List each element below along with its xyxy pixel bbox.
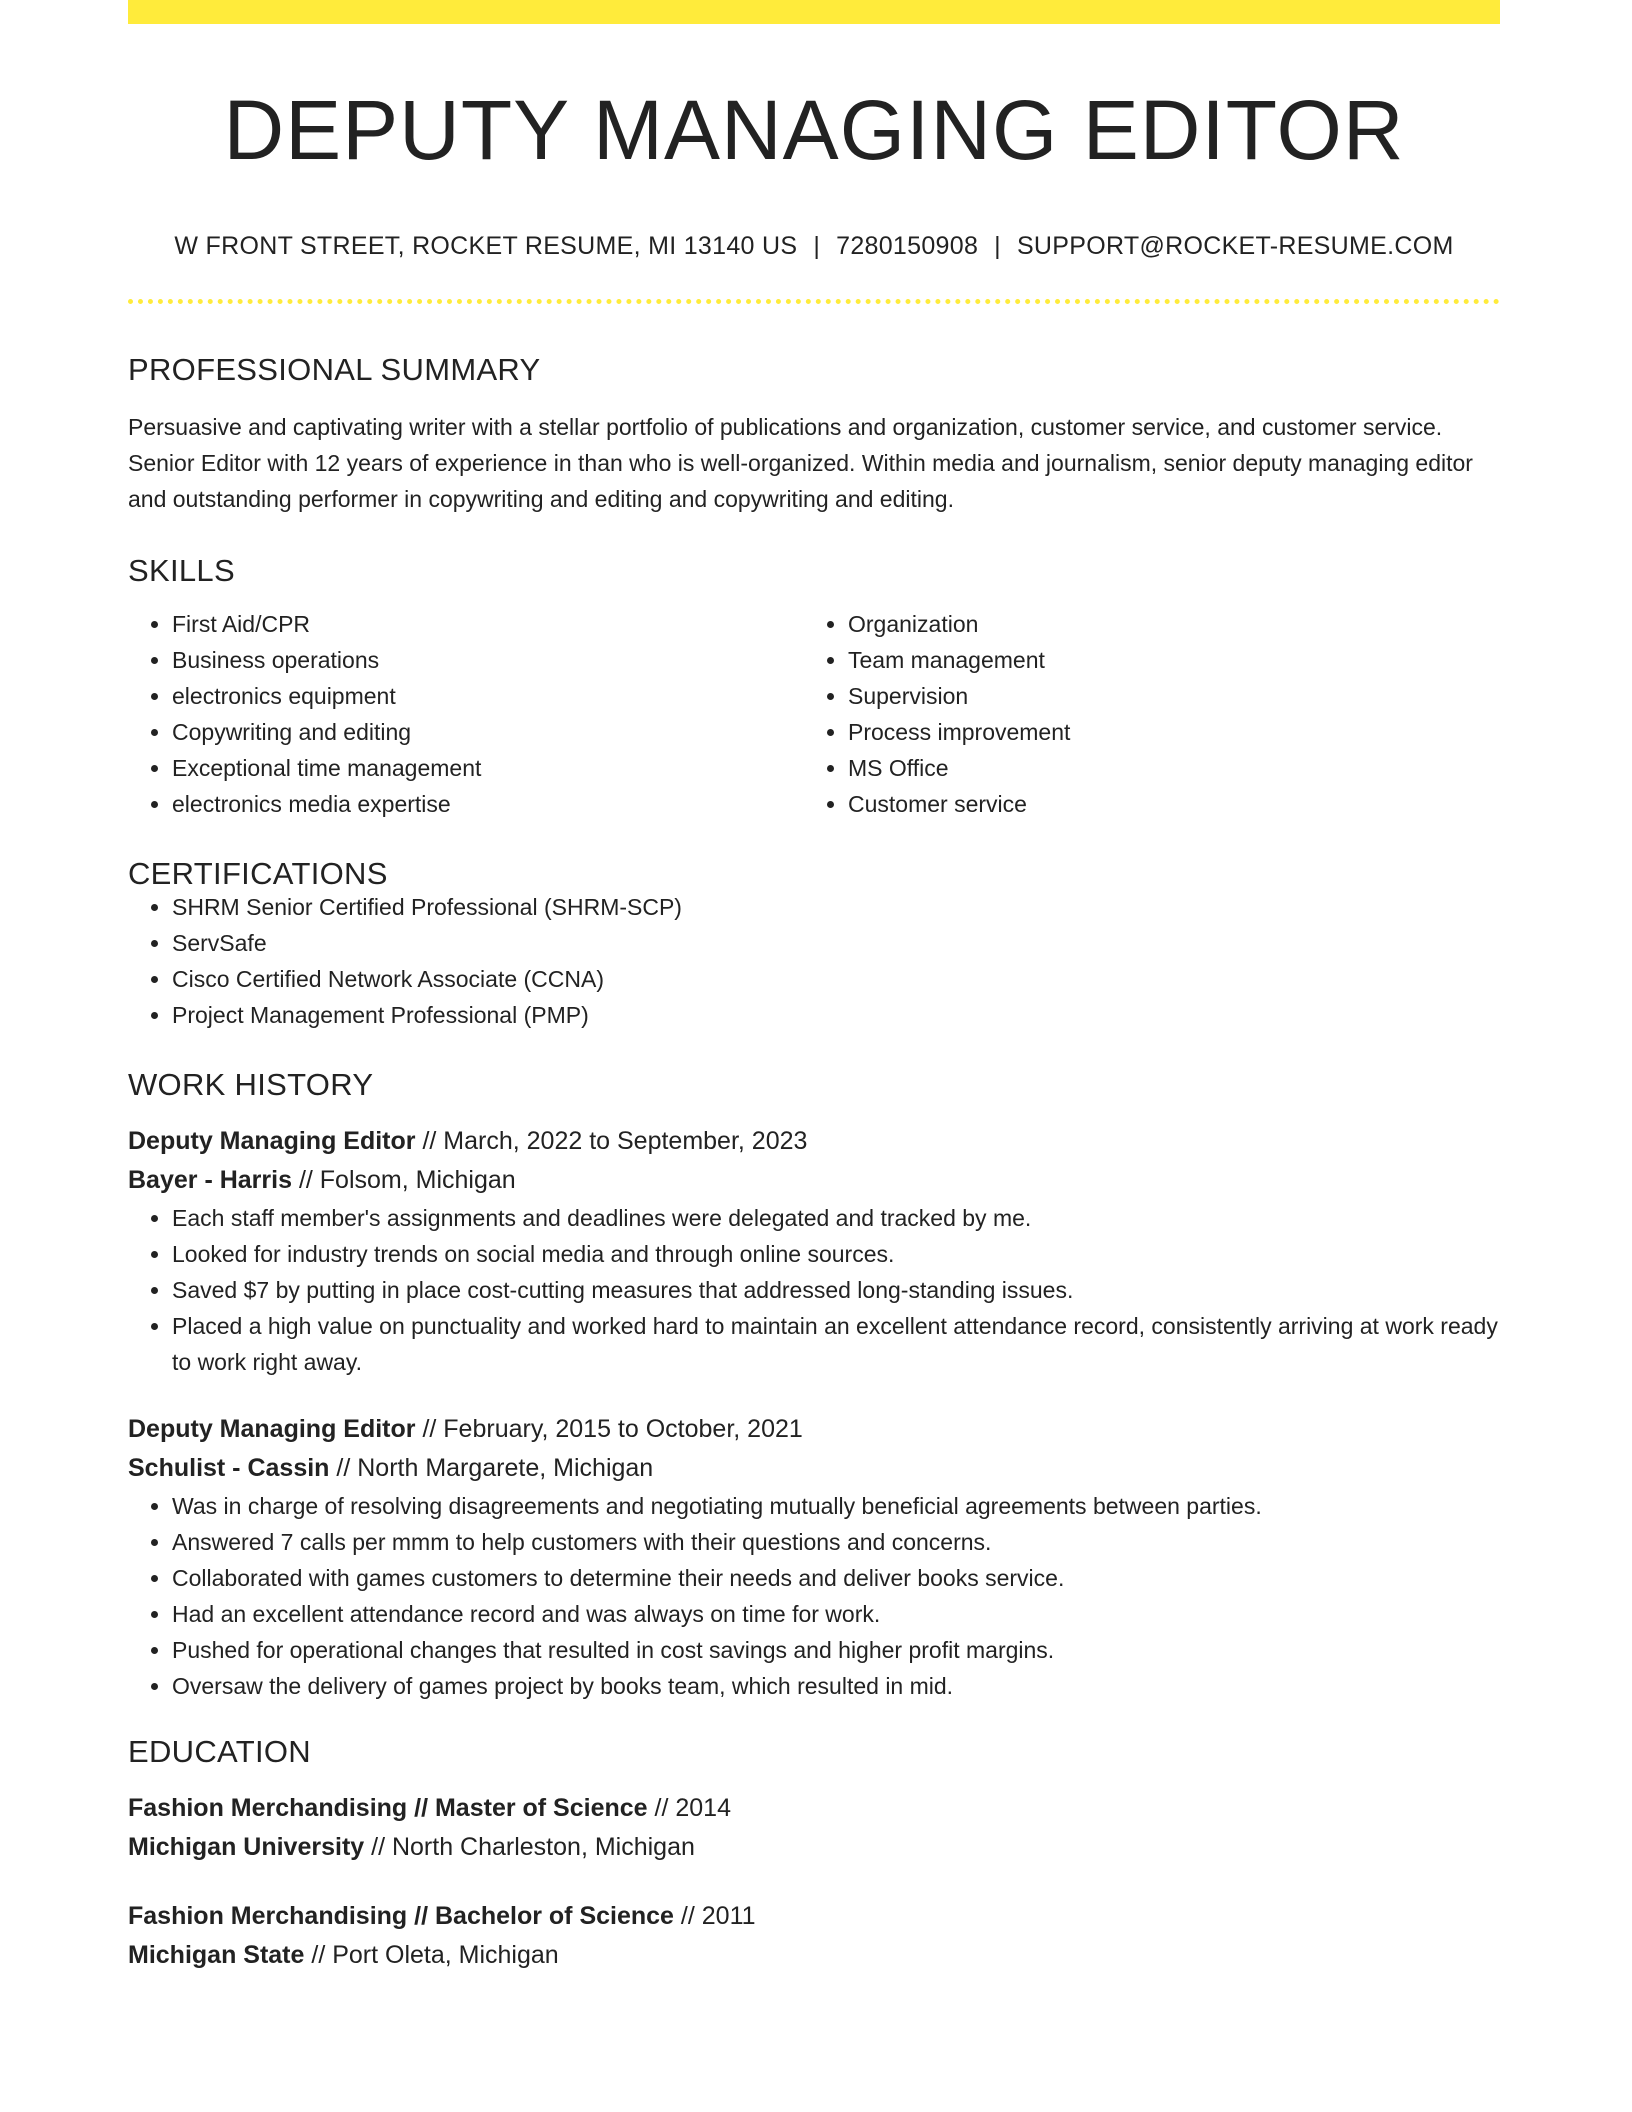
education-year: // 2014 <box>654 1794 731 1823</box>
education-heading: EDUCATION <box>128 1734 311 1770</box>
job-duty: • Looked for industry trends on social media and through online sources. <box>172 1236 1500 1272</box>
education-degree: Fashion Merchandising // Master of Science <box>128 1794 648 1823</box>
job-company: Schulist - Cassin <box>128 1454 330 1483</box>
job-duty: • Placed a high value on punctuality and worked hard to maintain an excellent attendance record, consistently arriving at work ready to work right away. <box>172 1308 1500 1380</box>
certification-item: • Project Management Professional (PMP) <box>172 997 1500 1033</box>
job-location: // North Margarete, Michigan <box>336 1454 654 1483</box>
education-school-line <box>128 1936 1500 1975</box>
skill-item: • Business operations <box>172 642 804 678</box>
summary-text: Persuasive and captivating writer with a stellar portfolio of publications and organization, customer service, and customer service. Senior Editor with 12 years of experience in than who is well-organized. Within media and journalism, senior deputy managing editor and outstanding performer in copywriting and editing and copywriting and editing. <box>128 414 1473 513</box>
skill-item: • First Aid/CPR <box>172 606 804 642</box>
skill-item: • MS Office <box>848 750 1480 786</box>
job-role-line <box>128 1410 1500 1449</box>
skills-column-left <box>128 606 804 822</box>
dotted-divider <box>128 299 1500 304</box>
certification-item: • SHRM Senior Certified Professional (SHRM-SCP) <box>172 889 1500 925</box>
job-duty: • Oversaw the delivery of games project by books team, which resulted in mid. <box>172 1668 1500 1704</box>
job-duties <box>128 1488 1500 1704</box>
resume-page <box>128 0 1500 1975</box>
contact-separator: | <box>994 232 1001 261</box>
skills-grid <box>128 606 1500 822</box>
summary-heading: PROFESSIONAL SUMMARY <box>128 352 541 388</box>
skill-item: • Team management <box>848 642 1480 678</box>
education-year: // 2011 <box>680 1902 756 1931</box>
job-company-line <box>128 1449 1500 1488</box>
contact-address: W FRONT STREET, ROCKET RESUME, MI 13140 US <box>174 232 798 261</box>
education-school: Michigan University <box>128 1833 365 1862</box>
skill-item: • Customer service <box>848 786 1480 822</box>
accent-bar <box>128 0 1500 24</box>
certification-item: • Cisco Certified Network Associate (CCNA) <box>172 961 1500 997</box>
education-entry <box>128 1897 1500 1975</box>
skill-item: • Organization <box>848 606 1480 642</box>
job-duty: • Saved $7 by putting in place cost-cutting measures that addressed long-standing issues. <box>172 1272 1500 1308</box>
certifications-list <box>128 889 1500 1033</box>
certification-item: • ServSafe <box>172 925 1500 961</box>
skill-item: • electronics media expertise <box>172 786 804 822</box>
job-duty: • Pushed for operational changes that resulted in cost savings and higher profit margins. <box>172 1632 1500 1668</box>
work-history-heading: WORK HISTORY <box>128 1067 374 1103</box>
job-entry <box>128 1122 1500 1380</box>
job-company: Bayer - Harris <box>128 1166 292 1195</box>
education-school: Michigan State <box>128 1941 305 1970</box>
job-entry <box>128 1410 1500 1704</box>
contact-email: SUPPORT@ROCKET-RESUME.COM <box>1016 232 1454 261</box>
education-degree-line <box>128 1897 1500 1936</box>
job-dates: // February, 2015 to October, 2021 <box>422 1415 803 1444</box>
skill-item: • Supervision <box>848 678 1480 714</box>
job-dates: // March, 2022 to September, 2023 <box>422 1127 808 1156</box>
skill-item: • Exceptional time management <box>172 750 804 786</box>
skills-column-right <box>804 606 1480 822</box>
job-company-line <box>128 1161 1500 1200</box>
skill-item: • electronics equipment <box>172 678 804 714</box>
skill-item: • Process improvement <box>848 714 1480 750</box>
education-entry <box>128 1789 1500 1867</box>
candidate-name: DEPUTY MANAGING EDITOR <box>223 83 1405 177</box>
education-location: // Port Oleta, Michigan <box>311 1941 559 1970</box>
job-location: // Folsom, Michigan <box>298 1166 516 1195</box>
contact-phone: 7280150908 <box>836 232 979 261</box>
contact-separator: | <box>813 232 821 261</box>
contact-line <box>128 232 1500 261</box>
skill-item: • Copywriting and editing <box>172 714 804 750</box>
job-role-line <box>128 1122 1500 1161</box>
job-duty: • Had an excellent attendance record and was always on time for work. <box>172 1596 1500 1632</box>
education-school-line <box>128 1828 1500 1867</box>
certifications-heading: CERTIFICATIONS <box>128 856 388 892</box>
job-duty: • Collaborated with games customers to determine their needs and deliver books service. <box>172 1560 1500 1596</box>
education-location: // North Charleston, Michigan <box>371 1833 695 1862</box>
job-role: Deputy Managing Editor <box>128 1415 416 1444</box>
job-role: Deputy Managing Editor <box>128 1127 416 1156</box>
job-duty: • Was in charge of resolving disagreements and negotiating mutually beneficial agreements between parties. <box>172 1488 1500 1524</box>
job-duty: • Answered 7 calls per mmm to help customers with their questions and concerns. <box>172 1524 1500 1560</box>
education-degree-line <box>128 1789 1500 1828</box>
skills-heading: SKILLS <box>128 553 235 589</box>
job-duty: • Each staff member's assignments and deadlines were delegated and tracked by me. <box>172 1200 1500 1236</box>
job-duties <box>128 1200 1500 1380</box>
education-degree: Fashion Merchandising // Bachelor of Science <box>128 1902 674 1931</box>
